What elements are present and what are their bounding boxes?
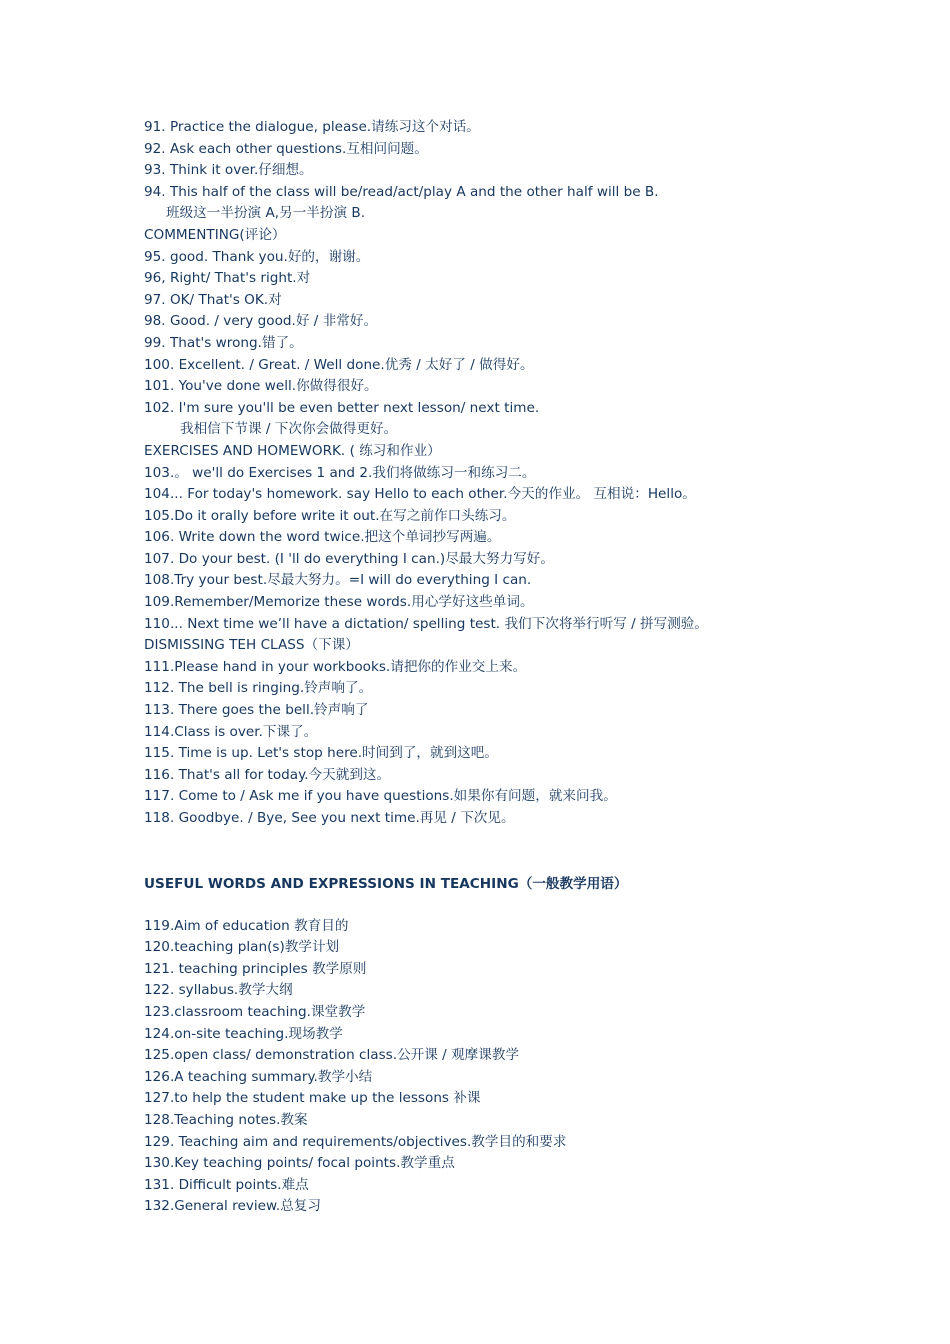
text-line-124: 124.on-site teaching.现场教学: [144, 1025, 343, 1042]
text-line-106: 106. Write down the word twice.把这个单词抄写两遍。: [144, 529, 501, 546]
text-line-113: 113. There goes the bell.铃声响了: [144, 702, 369, 719]
text-line-130: 130.Key teaching points/ focal points.教学重点: [144, 1155, 455, 1172]
text-line-101: 101. You've done well.你做得很好。: [144, 378, 378, 395]
text-line-103: 103.。 we'll do Exercises 1 and 2.我们将做练习一和练习二。: [144, 464, 536, 481]
text-line-105: 105.Do it orally before write it out.在写之前作口头练习。: [144, 507, 516, 524]
section-title-useful-words: USEFUL WORDS AND EXPRESSIONS IN TEACHING（一般教学用语）: [144, 875, 628, 892]
text-line-131: 131. Difficult points.难点: [144, 1176, 309, 1193]
text-line-128: 128.Teaching notes.教案: [144, 1111, 308, 1128]
text-line-97: 97. OK/ That's OK.对: [144, 291, 282, 308]
text-line-92: 92. Ask each other questions.互相问问题。: [144, 140, 428, 157]
heading-exercises: EXERCISES AND HOMEWORK. ( 练习和作业）: [144, 442, 441, 459]
text-line-102-translation: 我相信下节课 / 下次你会做得更好。: [180, 421, 398, 438]
text-line-117: 117. Come to / Ask me if you have questions.如果你有问题，就来问我。: [144, 788, 617, 805]
heading-dismissing: DISMISSING TEH CLASS（下课）: [144, 637, 359, 654]
spacer: [144, 830, 844, 873]
text-line-115: 115. Time is up. Let's stop here.时间到了，就到这吧。: [144, 745, 498, 762]
text-line-127: 127.to help the student make up the lessons 补课: [144, 1090, 481, 1107]
text-line-116: 116. That's all for today.今天就到这。: [144, 766, 391, 783]
heading-commenting: COMMENTING(评论）: [144, 226, 286, 243]
text-line-123: 123.classroom teaching.课堂教学: [144, 1003, 366, 1020]
text-line-119: 119.Aim of education 教育目的: [144, 917, 349, 934]
text-line-99: 99. That's wrong.错了。: [144, 334, 303, 351]
text-line-132: 132.General review.总复习: [144, 1198, 321, 1215]
text-line-121: 121. teaching principles 教学原则: [144, 960, 367, 977]
spacer: [144, 895, 844, 916]
text-line-114: 114.Class is over.下课了。: [144, 723, 318, 740]
text-line-96: 96, Right/ That's right.对: [144, 270, 311, 287]
text-line-98: 98. Good. / very good.好 / 非常好。: [144, 313, 378, 330]
text-line-112: 112. The bell is ringing.铃声响了。: [144, 680, 373, 697]
text-line-94: 94. This half of the class will be/read/act/play A and the other half will be B.: [144, 183, 659, 200]
text-line-100: 100. Excellent. / Great. / Well done.优秀 / 太好了 / 做得好。: [144, 356, 534, 373]
text-line-120: 120.teaching plan(s)教学计划: [144, 939, 340, 956]
text-line-108: 108.Try your best.尽最大努力。=I will do everything I can.: [144, 572, 532, 589]
text-line-111: 111.Please hand in your workbooks.请把你的作业交上来。: [144, 658, 527, 675]
text-line-95: 95. good. Thank you.好的，谢谢。: [144, 248, 370, 265]
text-line-107: 107. Do your best. (I 'll do everything I can.)尽最大努力写好。: [144, 550, 554, 567]
text-line-94-translation: 班级这一半扮演 A,另一半扮演 B.: [166, 205, 366, 222]
text-line-93: 93. Think it over.仔细想。: [144, 162, 313, 179]
text-line-102: 102. I'm sure you'll be even better next lesson/ next time.: [144, 399, 540, 416]
text-line-118: 118. Goodbye. / Bye, See you next time.再见 / 下次见。: [144, 810, 515, 826]
document-page: [144, 117, 844, 1218]
text-line-126: 126.A teaching summary.教学小结: [144, 1068, 373, 1085]
text-line-122: 122. syllabus.教学大纲: [144, 982, 293, 999]
text-line-91: 91. Practice the dialogue, please.请练习这个对话。: [144, 119, 480, 135]
text-line-129: 129. Teaching aim and requirements/objectives.教学目的和要求: [144, 1133, 567, 1150]
text-line-125: 125.open class/ demonstration class.公开课 / 观摩课教学: [144, 1047, 520, 1064]
text-line-104: 104... For today's homework. say Hello to each other.今天的作业。 互相说：Hello。: [144, 486, 696, 503]
text-line-110: 110... Next time we’ll have a dictation/ spelling test. 我们下次将举行听写 / 拼写测验。: [144, 615, 708, 632]
text-line-109: 109.Remember/Memorize these words.用心学好这些单词。: [144, 594, 534, 611]
